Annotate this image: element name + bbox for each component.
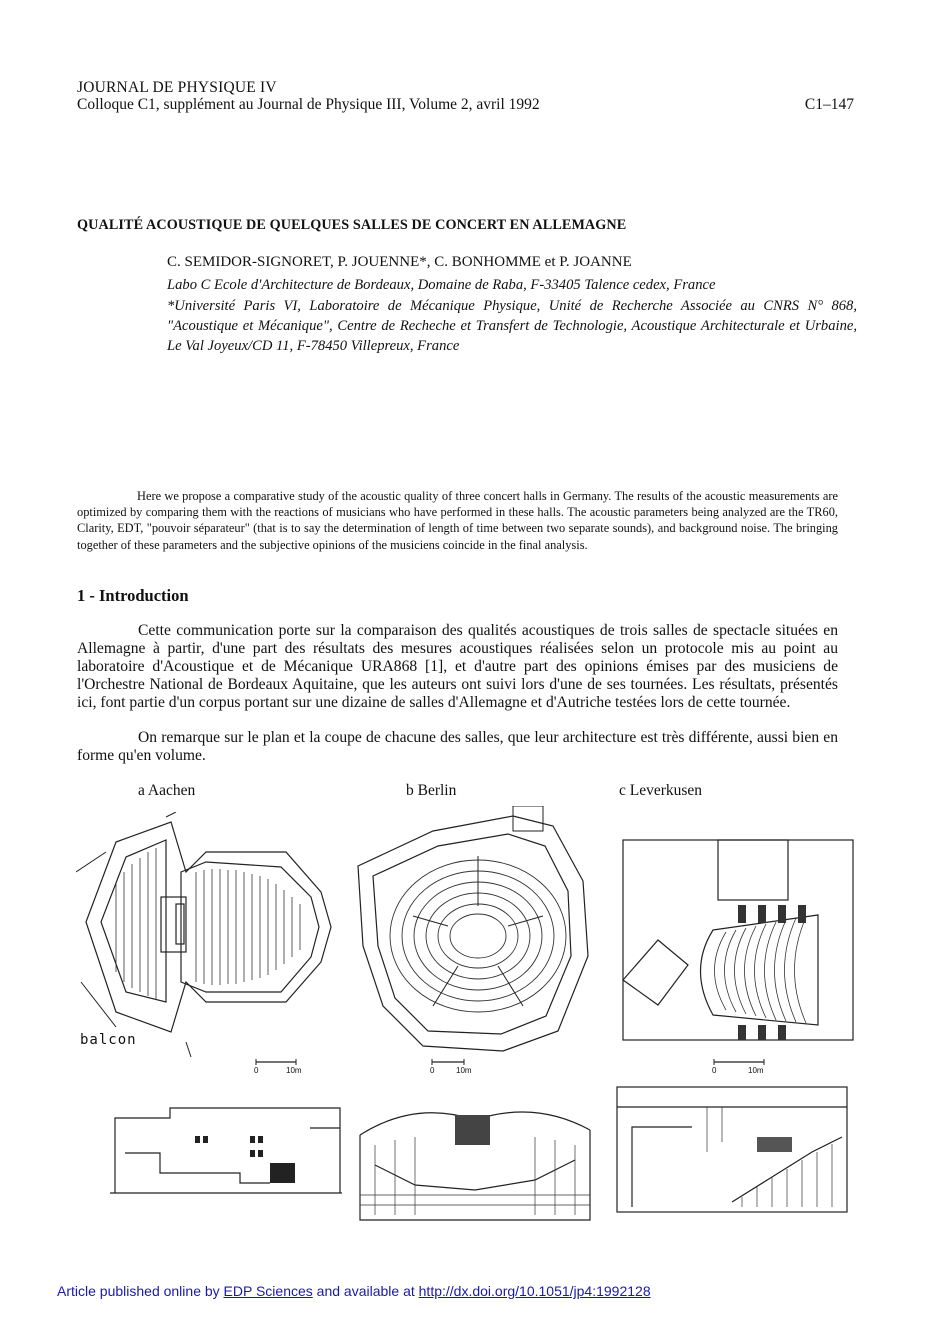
figure-panel-label-c: c Leverkusen	[619, 782, 703, 799]
page-number: C1–147	[804, 96, 854, 113]
footer-middle: and available at	[312, 1283, 419, 1299]
scale-ten-leverkusen: 10m	[748, 1066, 764, 1075]
scale-bar-leverkusen	[708, 1058, 778, 1074]
scale-zero-leverkusen: 0	[712, 1066, 717, 1075]
paper-title: QUALITÉ ACOUSTIQUE DE QUELQUES SALLES DE CONCERT EN ALLEMAGNE	[77, 217, 627, 233]
scale-zero-berlin: 0	[430, 1066, 435, 1075]
scale-zero-aachen: 0	[254, 1066, 259, 1075]
leverkusen-floor-plan	[618, 820, 858, 1060]
scale-ten-berlin: 10m	[456, 1066, 472, 1075]
footer-prefix: Article published online by	[57, 1283, 224, 1299]
berlin-section	[355, 1095, 595, 1225]
journal-issue: Colloque C1, supplément au Journal de Physique III, Volume 2, avril 1992	[77, 96, 540, 113]
berlin-floor-plan	[353, 806, 598, 1061]
body-paragraph-1: Cette communication porte sur la comparaison des qualités acoustiques de trois salles de spectacle situées en Allemagne à partir, d'une part des résultats des mesures acoustiques réalisées selon un protocole mis au point au laboratoire d'Acoustique et de Mécanique URA868 [1], et d'autre part des opinions émises par des musiciens de l'Orchestre National de Bordeaux Aquitaine, que les auteurs ont suivi lors d'une de ses tournées. Les résultats, présentés ici, font partie d'un corpus portant sur une dizaine de salles d'Allemagne et d'Autriche testées lors de cette tournée.	[77, 622, 838, 711]
abstract: Here we propose a comparative study of the acoustic quality of three concert halls in Germany. The results of the acoustic measurements are optimized by comparing them with the reactions of musicians who have performed in these halls. The acoustic parameters being analyzed are the TR60, Clarity, EDT, "pouvoir séparateur" (that is to say the determination of length of time between two separate sounds), and background noise. The bringing together of these parameters and the subjective opinions of the musiciens coincide in the final analysis.	[77, 489, 838, 552]
journal-title: JOURNAL DE PHYSIQUE IV	[77, 79, 277, 96]
footer-publisher-link[interactable]: EDP Sciences	[223, 1283, 313, 1299]
figure-panel-label-b: b Berlin	[406, 782, 457, 799]
aachen-floor-plan	[76, 812, 346, 1062]
affiliation-2: *Université Paris VI, Laboratoire de Mécanique Physique, Unité de Recherche Associée au CNRS N° 868, "Acoustique et Mécanique", Centre de Recheche et Transfert de Technologie, Acoustique Architecturale et Urbaine, Le Val Joyeux/CD 11, F-78450 Villepreux, France	[167, 298, 857, 354]
figure-panel-label-a: a Aachen	[138, 782, 196, 799]
section-heading-introduction: 1 - Introduction	[77, 586, 189, 605]
footer-publication-note	[57, 1283, 651, 1299]
footer-doi-link[interactable]: http://dx.doi.org/10.1051/jp4:1992128	[418, 1283, 651, 1299]
leverkusen-section	[612, 1082, 857, 1217]
authors: C. SEMIDOR-SIGNORET, P. JOUENNE*, C. BONHOMME et P. JOANNE	[167, 254, 632, 270]
body-paragraph-2: On remarque sur le plan et la coupe de chacune des salles, que leur architecture est très différente, aussi bien en forme qu'en volume.	[77, 729, 838, 764]
affiliation-1: Labo C Ecole d'Architecture de Bordeaux, Domaine de Raba, F-33405 Talence cedex, France	[167, 277, 716, 293]
scale-ten-aachen: 10m	[286, 1066, 302, 1075]
balcon-label: balcon	[80, 1032, 137, 1048]
aachen-section	[110, 1098, 342, 1198]
